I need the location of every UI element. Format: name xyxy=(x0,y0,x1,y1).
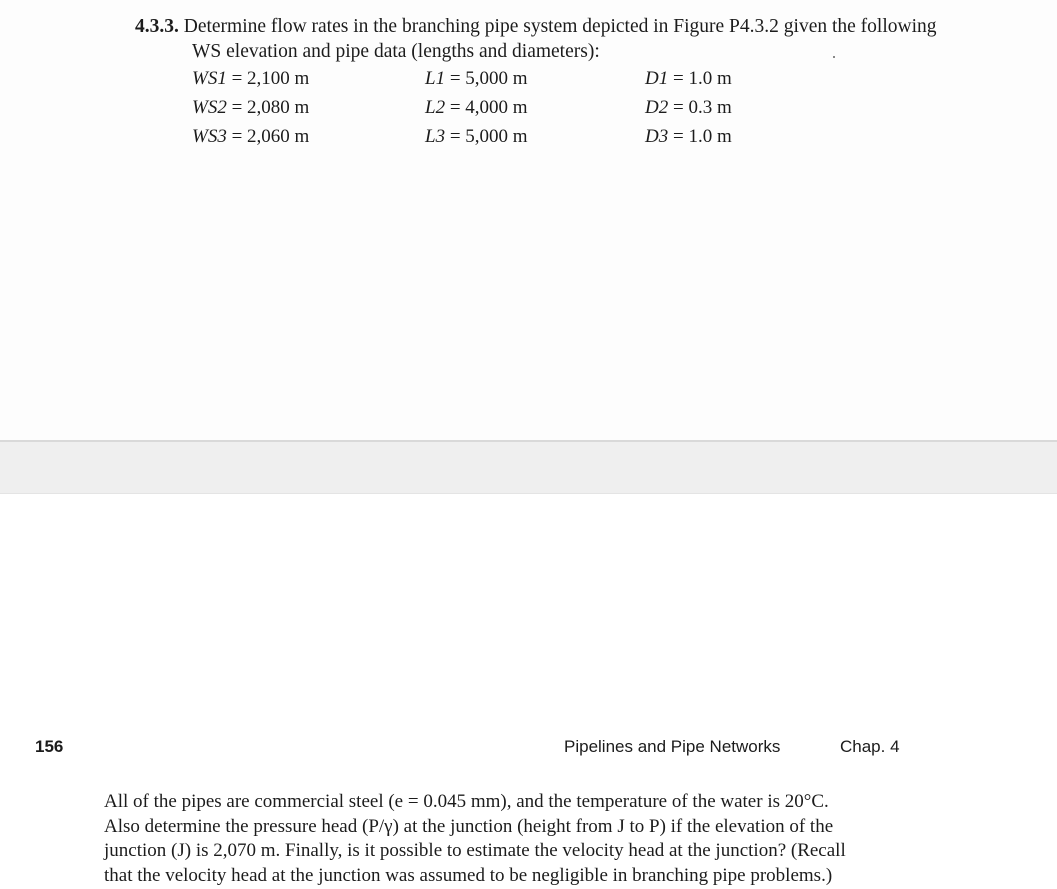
length-value: = 5,000 m xyxy=(445,126,528,147)
length-value: = 5,000 m xyxy=(445,68,528,89)
length-variable: L3 xyxy=(425,126,446,147)
page-number: 156 xyxy=(35,737,64,756)
diameter-value: = 1.0 m xyxy=(668,68,732,89)
length-variable: L1 xyxy=(425,68,446,89)
pipe-data-row xyxy=(192,97,812,126)
length-variable: L2 xyxy=(425,97,446,118)
problem-number: 4.3.3. xyxy=(135,16,179,37)
ws-cell xyxy=(192,68,309,90)
diameter-variable: D1 xyxy=(645,68,669,89)
diameter-variable: D2 xyxy=(645,97,669,118)
upper-page xyxy=(0,0,1057,440)
paragraph-line: Also determine the pressure head (P/γ) at the junction (height from J to P) if the elevation of the xyxy=(104,815,834,837)
continuation-paragraph xyxy=(104,790,916,888)
ws-cell xyxy=(192,126,309,148)
length-cell xyxy=(425,68,528,90)
ws-variable: WS1 xyxy=(192,68,227,89)
pipe-data-row xyxy=(192,126,812,155)
ws-variable: WS3 xyxy=(192,126,227,147)
diameter-cell xyxy=(645,68,732,90)
ws-value: = 2,060 m xyxy=(226,126,310,147)
ws-value: = 2,100 m xyxy=(226,68,310,89)
ws-cell xyxy=(192,97,309,119)
paragraph-line: junction (J) is 2,070 m. Finally, is it possible to estimate the velocity head at the junction? (Recall xyxy=(104,840,846,861)
diameter-cell xyxy=(645,97,732,119)
diameter-cell xyxy=(645,126,732,148)
paragraph-line: All of the pipes are commercial steel (e = 0.045 mm), and the temperature of the water is 20°C. xyxy=(104,791,829,812)
diameter-value: = 1.0 m xyxy=(668,126,732,147)
length-value: = 4,000 m xyxy=(445,97,528,118)
problem-statement xyxy=(135,14,1035,64)
ws-variable: WS2 xyxy=(192,97,227,118)
diameter-value: = 0.3 m xyxy=(668,97,732,118)
page-separator xyxy=(0,440,1057,494)
diameter-variable: D3 xyxy=(645,126,669,147)
problem-text-line-1: Determine flow rates in the branching pipe system depicted in Figure P4.3.2 given the following xyxy=(183,16,937,37)
length-cell xyxy=(425,97,528,119)
running-head: Pipelines and Pipe Networks xyxy=(564,737,781,756)
pipe-data-row xyxy=(192,68,812,97)
ws-value: = 2,080 m xyxy=(226,97,310,118)
stray-dot xyxy=(833,56,835,58)
paragraph-line: that the velocity head at the junction was assumed to be negligible in branching pipe problems.) xyxy=(104,864,833,886)
pipe-data-table xyxy=(192,68,812,155)
chapter-label: Chap. 4 xyxy=(840,737,900,756)
length-cell xyxy=(425,126,528,148)
problem-text-line-2: WS elevation and pipe data (lengths and diameters): xyxy=(192,41,600,62)
